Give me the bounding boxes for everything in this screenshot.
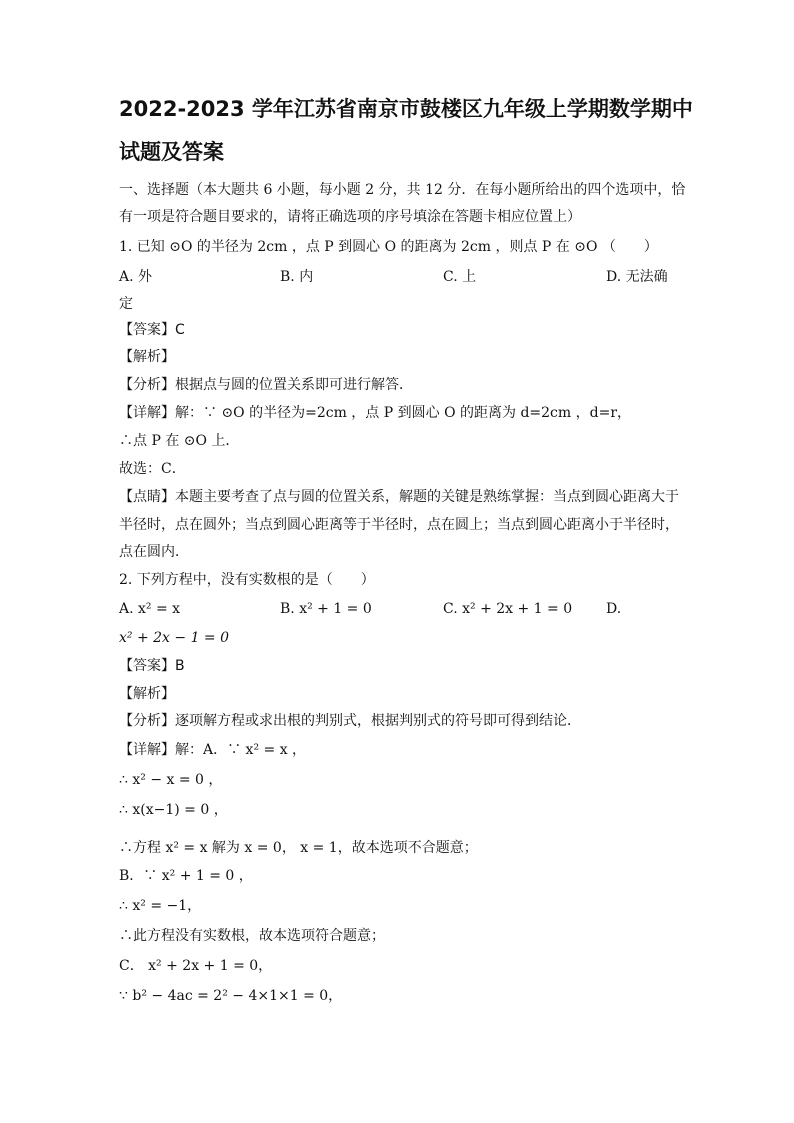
q1-xiangjie: 【详解】解：∵ ⊙O 的半径为=2cm ，点 P 到圆心 O 的距离为 d=2cm ，d=r， xyxy=(119,405,632,421)
q1-conclusion: ∴点 P 在 ⊙O 上． xyxy=(119,433,240,449)
q2-option-wrap: x² + 2x − 1 = 0 xyxy=(119,630,230,646)
q2-stem: 2. 下列方程中，没有实数根的是（ ） xyxy=(119,572,375,588)
section-heading-line2: 有一项是符合题目要求的，请将正确选项的序号填涂在答题卡相应位置上） xyxy=(119,209,581,225)
q1-option-wrap: 定 xyxy=(119,296,133,312)
q2-step: ∴ x(x−1) = 0 ， xyxy=(119,802,228,818)
q2-option-d: D. xyxy=(606,601,622,617)
q2-answer: 【答案】B xyxy=(119,658,185,674)
q1-answer: 【答案】C xyxy=(119,322,185,338)
q2-step: B．∵ x² + 1 = 0 ， xyxy=(119,868,253,884)
q1-option-c: C. 上 xyxy=(443,269,477,285)
q2-analysis-tag: 【解析】 xyxy=(119,686,175,702)
q2-option-b: B. x² + 1 = 0 xyxy=(280,601,372,617)
q2-step: ∴方程 x² = x 解为 x = 0， x = 1，故本选项不合题意； xyxy=(119,840,478,856)
q2-step: ∴此方程没有实数根，故本选项符合题意； xyxy=(119,928,385,944)
q1-analysis-tag: 【解析】 xyxy=(119,349,175,365)
q2-option-c: C. x² + 2x + 1 = 0 xyxy=(443,601,573,617)
q2-step: ∴ x² = −1， xyxy=(119,898,202,914)
q1-fenxi: 【分析】根据点与圆的位置关系即可进行解答． xyxy=(119,377,413,393)
q2-step: ∴ x² − x = 0 ， xyxy=(119,772,223,788)
q2-step: C． x² + 2x + 1 = 0， xyxy=(119,958,273,974)
q1-option-b: B. 内 xyxy=(280,269,314,285)
q2-step: 【详解】解：A．∵ x² = x ， xyxy=(119,742,307,758)
q2-option-a: A. x² = x xyxy=(119,601,181,617)
q1-choose: 故选：C． xyxy=(119,461,186,477)
q1-option-a: A. 外 xyxy=(119,269,153,285)
q2-fenxi: 【分析】逐项解方程或求出根的判别式，根据判别式的符号即可得到结论． xyxy=(119,713,581,729)
q1-dianjing-line3: 点在圆内． xyxy=(119,544,189,560)
q1-dianjing-line1: 【点睛】本题主要考查了点与圆的位置关系，解题的关键是熟练掌握：当点到圆心距离大于 xyxy=(119,489,679,505)
page-title-line2: 试题及答案 xyxy=(119,140,224,164)
q1-dianjing-line2: 半径时，点在圆外；当点到圆心距离等于半径时，点在圆上；当点到圆心距离小于半径时， xyxy=(119,517,679,533)
q1-stem: 1. 已知 ⊙O 的半径为 2cm ，点 P 到圆心 O 的距离为 2cm ，则点 P 在 ⊙O （ ） xyxy=(119,239,658,255)
q2-step: ∵ b² − 4ac = 2² − 4×1×1 = 0， xyxy=(119,988,343,1004)
page-title-line1: 2022-2023 学年江苏省南京市鼓楼区九年级上学期数学期中 xyxy=(119,97,693,121)
section-heading-line1: 一、选择题（本大题共 6 小题，每小题 2 分，共 12 分．在每小题所给出的四个选项中，恰 xyxy=(119,182,686,198)
q1-option-d: D. 无法确 xyxy=(606,269,668,285)
